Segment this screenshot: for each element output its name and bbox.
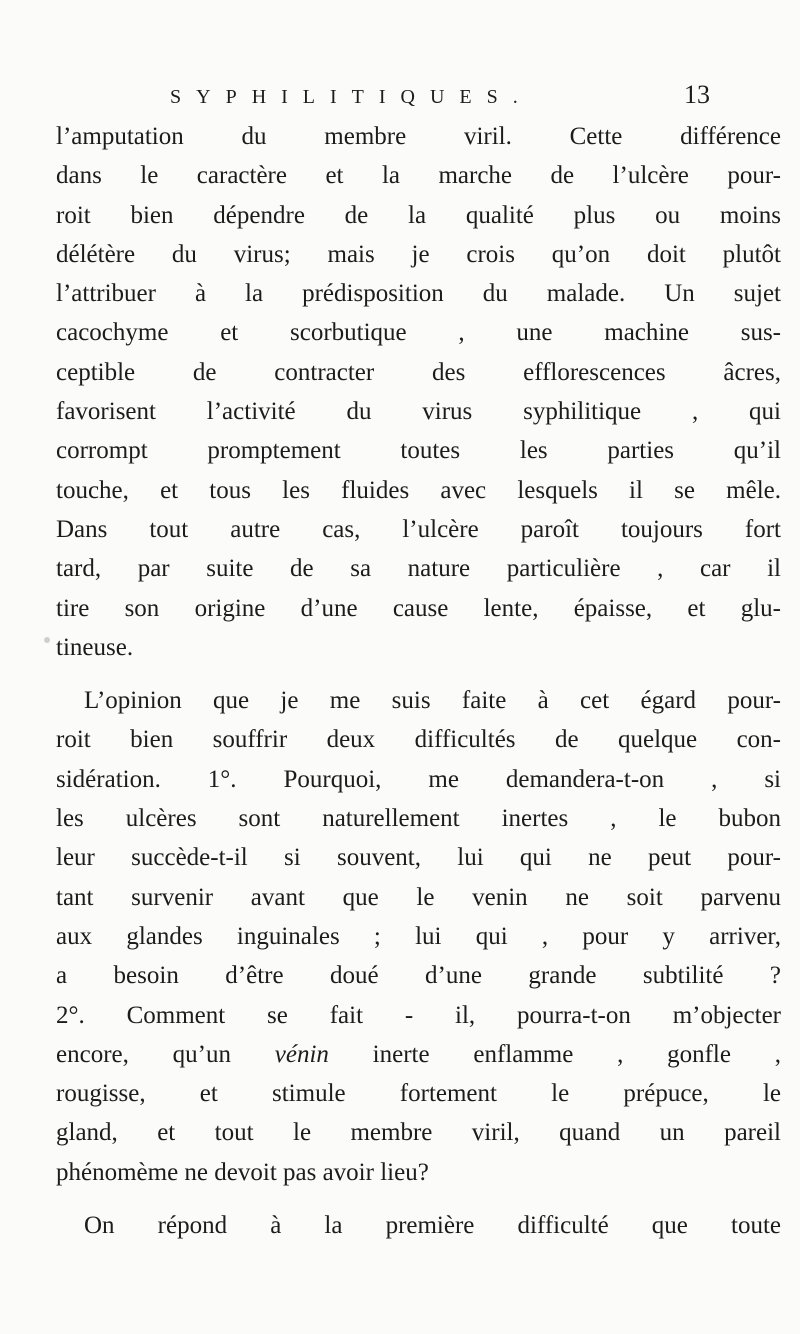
text-line	[56, 1035, 781, 1074]
body-text	[56, 117, 781, 1245]
text-line: roit bien dépendre de la qualité plus ou moins	[56, 201, 781, 229]
text-span: inerte enflamme , gonfle ,	[372, 1040, 781, 1068]
paragraph-3	[56, 1206, 781, 1245]
paragraph-2	[56, 681, 781, 1192]
italic-word: vénin	[274, 1040, 329, 1068]
ink-speck	[44, 637, 50, 643]
text-line: On répond à la première difficulté que toute	[84, 1212, 781, 1240]
text-line: Dans tout autre cas, l’ulcère paroît toujours fort	[56, 515, 781, 543]
page-number: 13	[684, 80, 710, 109]
paragraph-gap	[56, 667, 781, 681]
paragraph-1	[56, 117, 781, 667]
text-line: dans le caractère et la marche de l’ulcère pour-	[56, 162, 781, 190]
text-line: délétère du virus; mais je crois qu’on doit plutôt	[56, 240, 781, 268]
text-line: phénomème ne devoit pas avoir lieu?	[56, 1158, 429, 1186]
text-span: encore, qu’un	[56, 1040, 231, 1068]
text-line: ceptible de contracter des efflorescences âcres,	[56, 358, 781, 386]
text-line: corrompt promptement toutes les parties qu’il	[56, 437, 781, 465]
text-line: tire son origine d’une cause lente, épaisse, et glu-	[56, 594, 781, 622]
text-line: L’opinion que je me suis faite à cet égard pour-	[84, 687, 781, 715]
running-head: SYPHILITIQUES.	[170, 86, 533, 108]
paragraph-gap	[56, 1192, 781, 1206]
text-line: les ulcères sont naturellement inertes , le bubon	[56, 805, 781, 833]
text-line: gland, et tout le membre viril, quand un pareil	[56, 1119, 781, 1147]
page-header	[170, 80, 710, 120]
text-line: a besoin d’être doué d’une grande subtilité ?	[56, 962, 781, 990]
text-line: tant survenir avant que le venin ne soit parvenu	[56, 883, 781, 911]
text-line: leur succède-t-il si souvent, lui qui ne peut pour-	[56, 844, 781, 872]
text-line: tineuse.	[56, 633, 134, 661]
text-line: l’attribuer à la prédisposition du malade. Un sujet	[56, 280, 781, 308]
text-line: aux glandes inguinales ; lui qui , pour y arriver,	[56, 922, 781, 950]
text-line: sidération. 1°. Pourquoi, me demandera-t-on , si	[56, 765, 781, 793]
text-line: roit bien souffrir deux difficultés de quelque con-	[56, 726, 781, 754]
text-line: touche, et tous les fluides avec lesquels il se mêle.	[56, 476, 781, 504]
text-line: tard, par suite de sa nature particulière , car il	[56, 555, 781, 583]
text-line: cacochyme et scorbutique , une machine sus-	[56, 319, 781, 347]
text-line: favorisent l’activité du virus syphilitique , qui	[56, 398, 781, 426]
text-line: l’amputation du membre viril. Cette différence	[56, 123, 781, 150]
text-line: 2°. Comment se fait - il, pourra-t-on m’objecter	[56, 1001, 781, 1029]
text-line: rougisse, et stimule fortement le prépuce, le	[56, 1080, 781, 1108]
